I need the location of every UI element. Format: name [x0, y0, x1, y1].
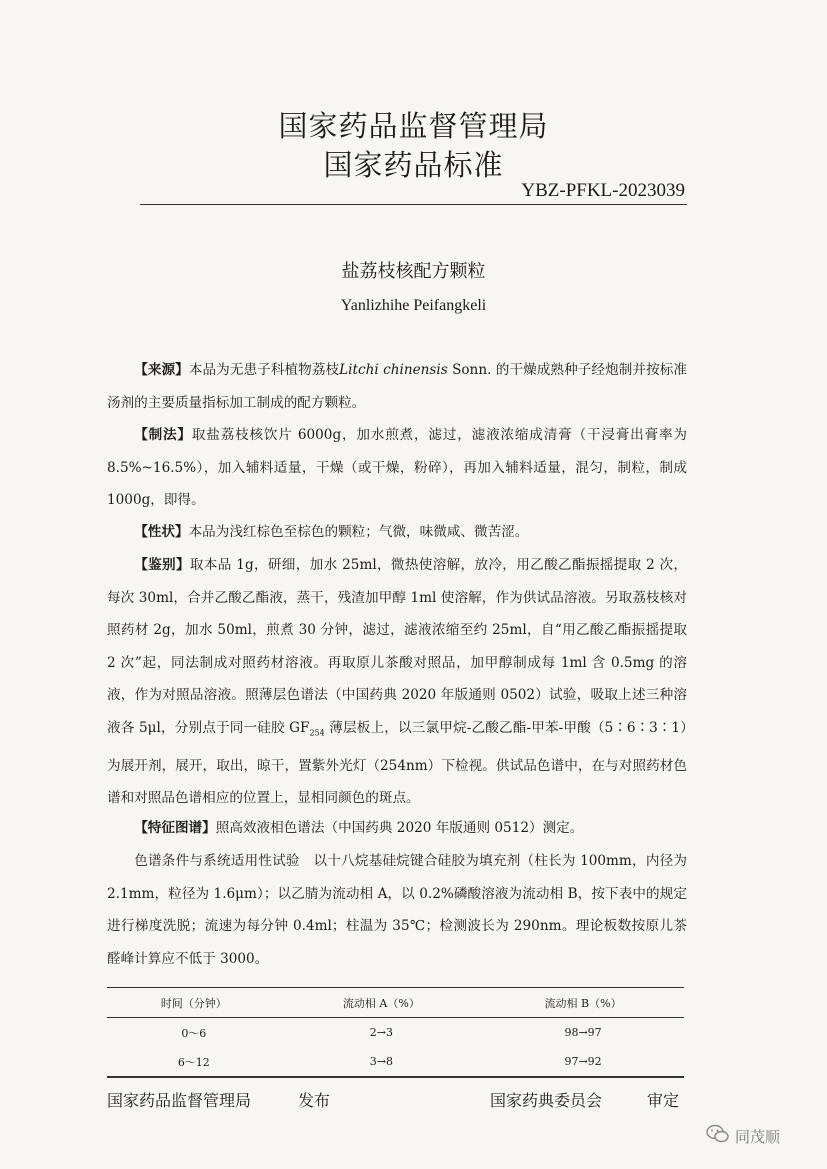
source-text: 本品为无患子科植物荔枝 [188, 362, 340, 378]
method-label: 【制法】 [134, 427, 192, 443]
fingerprint-text: 照高效液相色谱法（中国药典 2020 年版通则 0512）测定。 [215, 820, 584, 836]
identification-label: 【鉴别】 [134, 557, 190, 573]
conditions-text: 色谱条件与系统适用性试验 以十八烷基硅烷键合硅胶为填充剂（柱长为 100mm，内径为 2.1mm，粒径为 1.6μm）；以乙腈为流动相 A，以 0.2%磷酸溶液为流动相 B，按下表中的规定进行梯度洗脱；流速为每分钟 0.4ml；柱温为 35℃；检测波长为 290nm。理论板数按原儿茶醛峰计算应不低于 3000。 [107, 853, 687, 967]
wechat-icon [706, 1124, 730, 1148]
table-header: 时间（分钟） [160, 996, 227, 1010]
footer-issue: 发布 [298, 1091, 331, 1110]
watermark-text: 同茂顺 [735, 1127, 781, 1146]
source-text-2: Sonn. 的干燥成熟种子经炮制并按标准汤剂的主要质量指标加工制成的配方颗粒。 [107, 362, 688, 411]
identification-text-2: 薄层板上，以三氯甲烷-乙酸乙酯-甲苯-甲酸（5∶6∶3∶1）为展开剂，展开，取出，晾干，置紫外光灯（254nm）下检视。供试品色谱中，在与对照药材色谱和对照品色谱相应的位置上，显相同颜色的斑点。 [107, 719, 688, 807]
header-rule [140, 204, 687, 205]
watermark [706, 1124, 780, 1148]
table-cell: 6～12 [177, 1055, 210, 1069]
section-fingerprint [107, 812, 687, 845]
subscript-254: 254 [309, 728, 325, 738]
footer-rule [107, 1077, 684, 1078]
table-cell: 0～6 [181, 1026, 207, 1040]
footer-approve: 审定 [647, 1091, 680, 1110]
footer-pharmacopoeia: 国家药典委员会 [490, 1091, 603, 1110]
section-method [107, 419, 687, 517]
standard-title: 国家药品标准 [323, 148, 504, 182]
section-conditions [107, 845, 687, 975]
table-cell: 97→92 [564, 1055, 602, 1068]
footer-agency: 国家药品监督管理局 [107, 1091, 252, 1110]
characteristics-label: 【性状】 [134, 524, 189, 540]
section-characteristics [107, 516, 687, 549]
method-text: 取盐荔枝核饮片 6000g，加水煎煮，滤过，滤液浓缩成清膏（干浸膏出膏率为 8.5%~16.5%），加入辅料适量，干燥（或干燥，粉碎），再加入辅料适量，混匀，制粒，制成 1000g，即得。 [107, 427, 688, 508]
document-number: YBZ-PFKL-2023039 [521, 180, 685, 201]
section-identification [107, 549, 687, 815]
table-header-row [107, 988, 684, 1018]
characteristics-text: 本品为浅红棕色至棕色的颗粒；气微，味微咸、微苦涩。 [188, 524, 529, 540]
table-cell: 98→97 [564, 1026, 602, 1039]
gradient-table [107, 987, 684, 1077]
identification-text: 取本品 1g，研细，加水 25ml，微热使溶解，放冷，用乙酸乙酯振摇提取 2 次，每次 30ml，合并乙酸乙酯液，蒸干，残渣加甲醇 1ml 使溶解，作为供试品溶液。另取荔枝核对照药材 2g，加水 50ml，煎煮 30 分钟，滤过，滤液浓缩至约 25ml，自“用乙酸乙酯振摇提取 2 次”起，同法制成对照药材溶液。再取原儿茶酸对照品，加甲醇制成每 1ml 含 0.5mg 的溶液，作为对照品溶液。照薄层色谱法（中国药典 2020 年版通则 0502）试验，吸取上述三种溶液各 5μl，分别点于同一硅胶 GF [107, 557, 687, 736]
agency-title: 国家药品监督管理局 [278, 109, 549, 143]
table-cell: 2→3 [369, 1026, 393, 1039]
table-row [107, 1047, 684, 1077]
latin-name: Litchi chinensis [339, 362, 448, 378]
table-header: 流动相 B（%） [544, 996, 622, 1010]
fingerprint-label: 【特征图谱】 [134, 820, 216, 836]
table-cell: 3→8 [369, 1055, 393, 1068]
source-label: 【来源】 [134, 362, 189, 378]
table-row [107, 1018, 684, 1048]
product-title: 盐荔枝核配方颗粒 [341, 261, 486, 282]
table-header: 流动相 A（%） [342, 996, 420, 1010]
section-source [107, 354, 687, 419]
product-pinyin: Yanlizhihe Peifangkeli [340, 297, 487, 314]
